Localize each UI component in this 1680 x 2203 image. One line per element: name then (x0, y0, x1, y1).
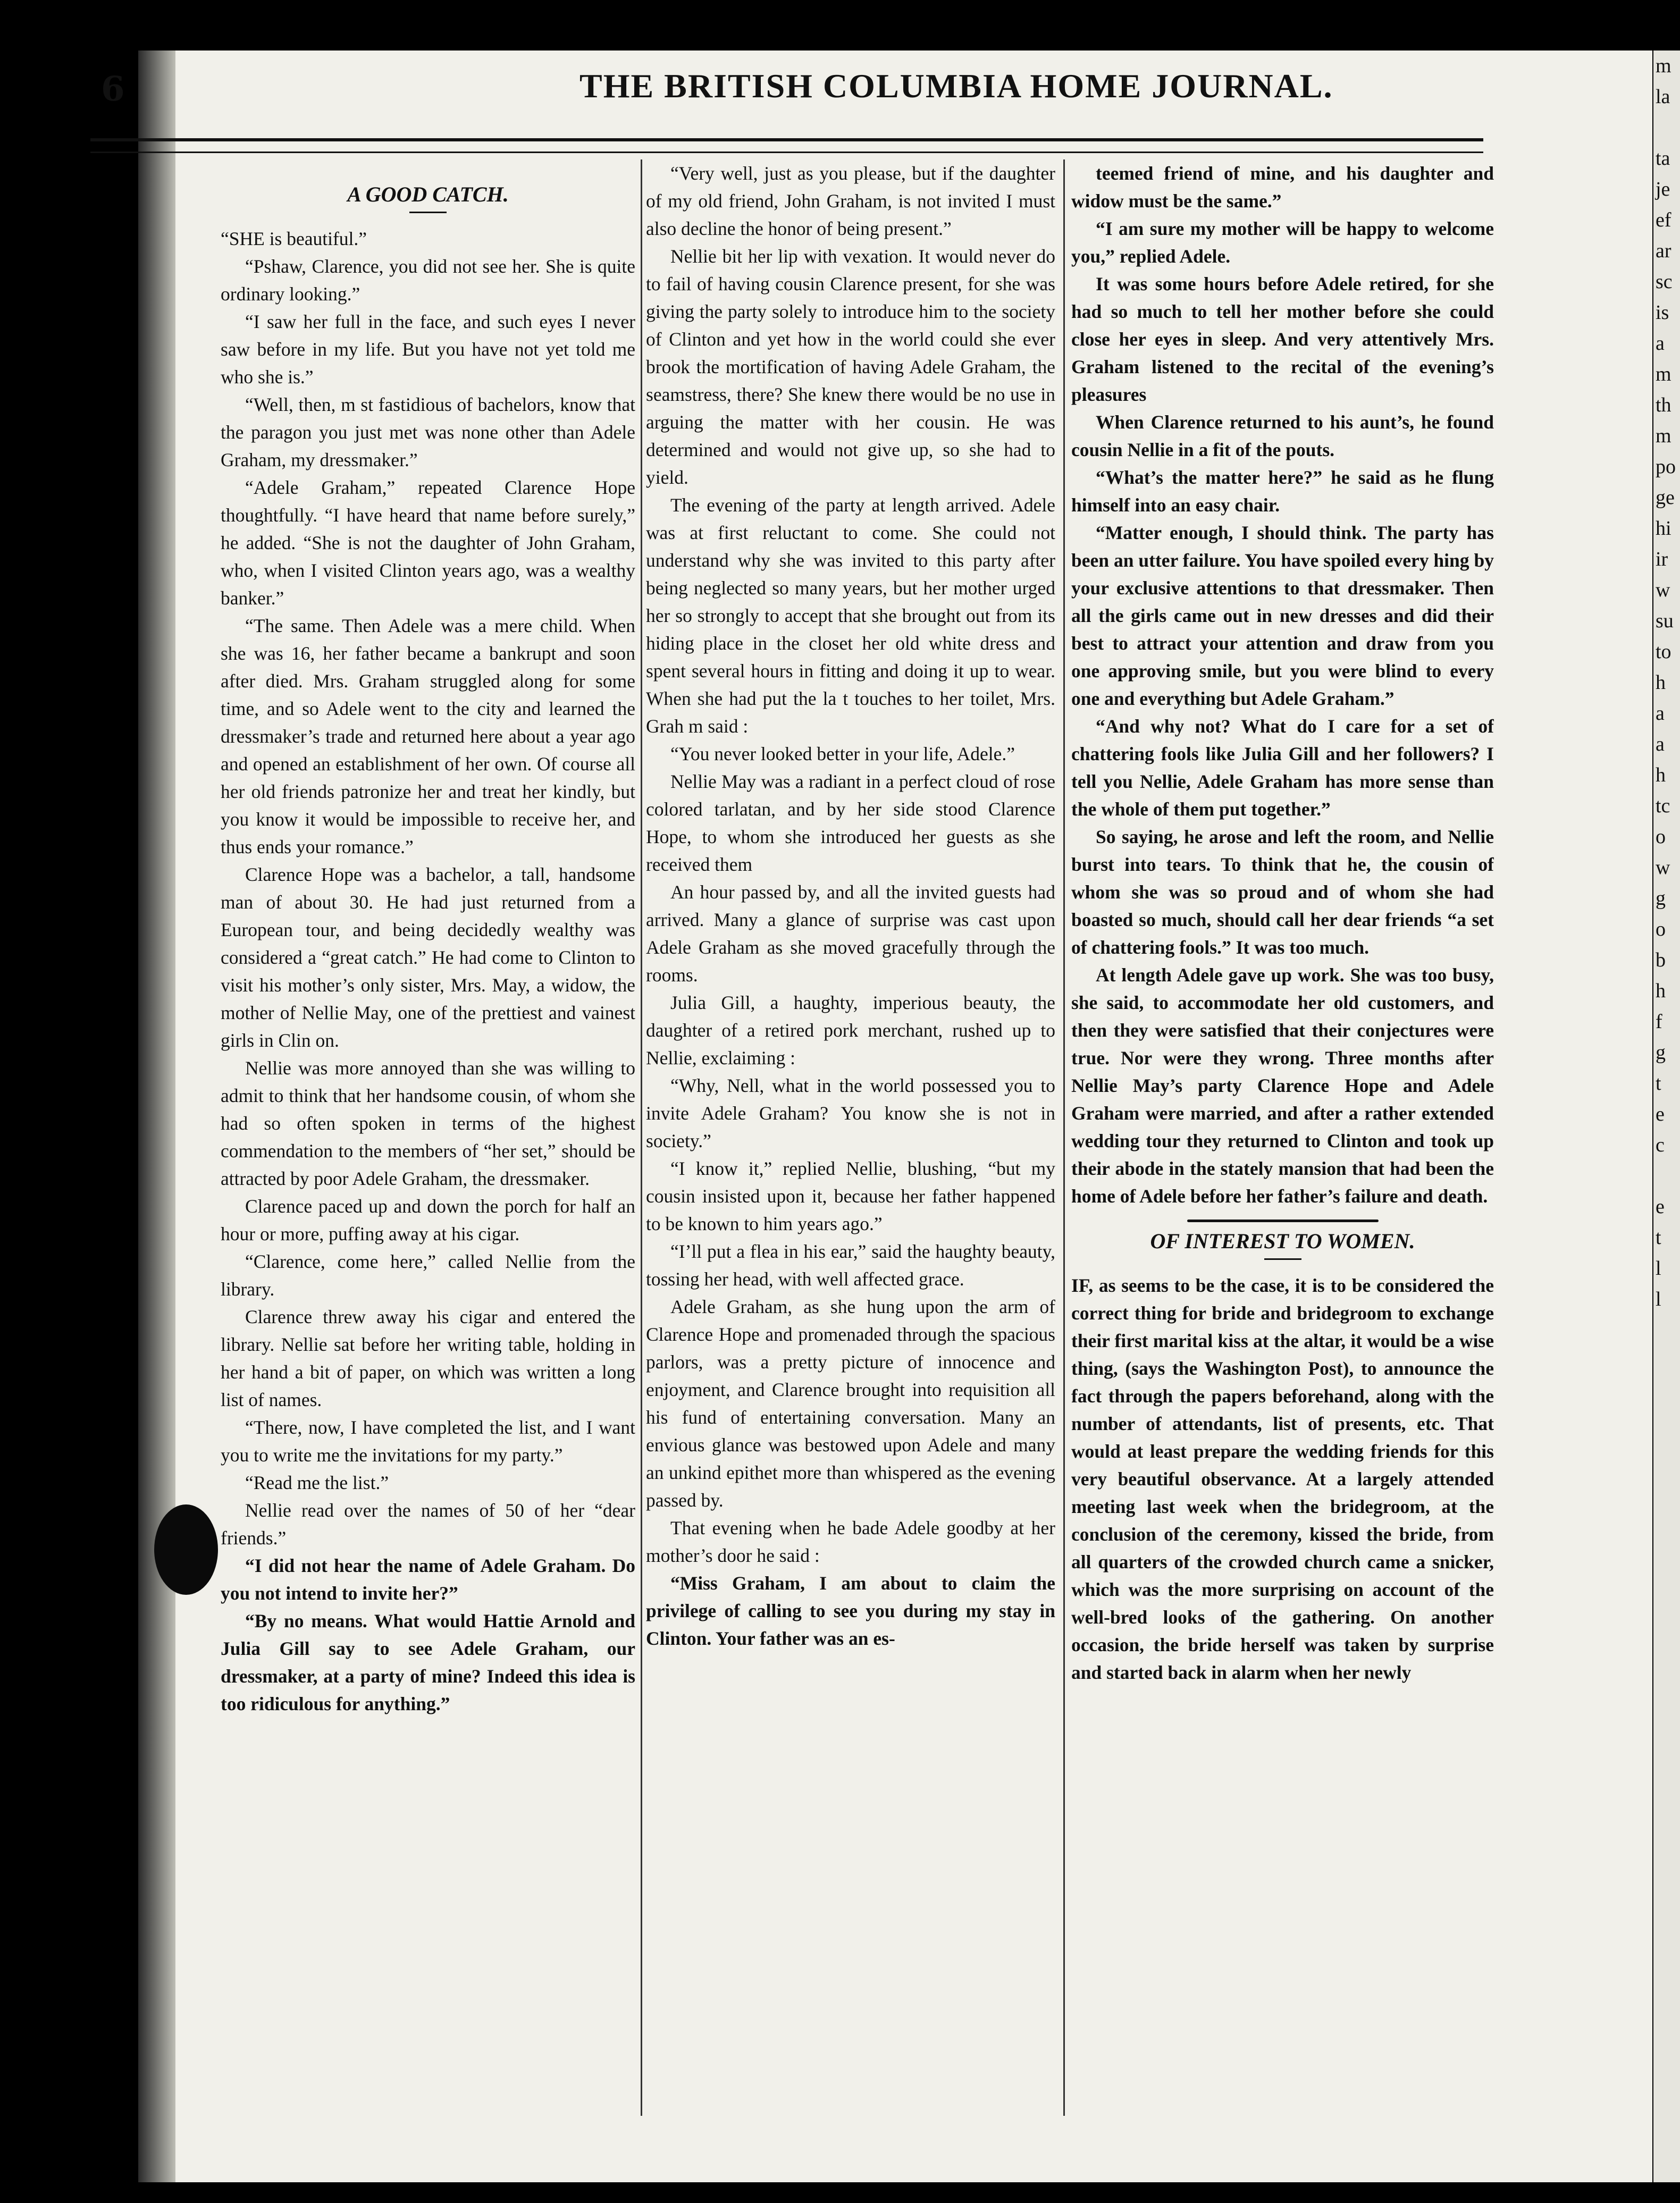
fragment-text: c (1656, 1134, 1665, 1156)
masthead-rule-thin (90, 152, 1483, 153)
fragment-text: a (1656, 332, 1665, 355)
paragraph: “I’ll put a flea in his ear,” said the haughty beauty, tossing her head, with well affected grace. (646, 1241, 1055, 1290)
paragraph: “The same. Then Adele was a mere child. When she was 16, her father became a bankrupt and soon after died. Mrs. Graham struggled along for some time, and so Adele went to the city and learned the dressmaker’s trade and returned here about a year ago and opened an establishment of her own. Of course all her old friends patronize her and treat her kindly, but you know it would be impossible to receive her, and thus ends your romance.” (221, 615, 635, 857)
paragraph: “Clarence, come here,” called Nellie from the library. (221, 1251, 635, 1300)
paragraph: “There, now, I have completed the list, and I want you to write me the invitations for my party.” (221, 1417, 635, 1466)
paragraph: It was some hours before Adele retired, for she had so much to tell her mother before she could close her eyes in sleep. And very attentively Mrs. Graham listened to the recital of the evening’s pleasures (1071, 273, 1494, 405)
paragraph: “Adele Graham,” repeated Clarence Hope thoughtfully. “I have heard that name before surely,” he added. “She is not the daughter of John Graham, who, when I visited Clinton years ago, was a wealthy banker.” (221, 477, 635, 609)
paragraph: “I saw her full in the face, and such eyes I never saw before in my life. But you have not yet told me who she is.” (221, 311, 635, 388)
fragment-text: m (1656, 363, 1671, 385)
paragraph: “You never looked better in your life, Adele.” (670, 743, 1015, 764)
fragment-text: tc (1656, 795, 1670, 817)
page-binding-shadow (138, 51, 175, 2182)
fragment-text: po (1656, 456, 1676, 478)
ink-blot (154, 1504, 218, 1595)
fragment-text: ge (1656, 486, 1675, 509)
paragraph: When Clarence returned to his aunt’s, he found cousin Nellie in a fit of the pouts. (1071, 411, 1494, 460)
fragment-text: f (1656, 1011, 1662, 1033)
fragment-text: h (1656, 764, 1666, 786)
fragment-text: to (1656, 641, 1671, 663)
masthead-rule (90, 138, 1483, 141)
paragraph: “What’s the matter here?” he said as he flung himself into an easy chair. (1071, 467, 1494, 516)
fragment-text: la (1656, 86, 1670, 108)
fragment-text (1653, 112, 1680, 143)
article-title-women: OF INTEREST TO WOMEN. (1150, 1229, 1415, 1253)
paragraph: That evening when he bade Adele goodby at her mother’s door he said : (646, 1517, 1055, 1566)
fragment-text: m (1656, 425, 1671, 447)
column-1 (221, 159, 635, 2148)
paragraph: “Pshaw, Clarence, you did not see her. She is quite ordinary looking.” (221, 256, 635, 305)
paragraph: “Well, then, m st fastidious of bachelors, know that the paragon you just met was none other than Adele Graham, my dressmaker.” (221, 394, 635, 470)
paragraph: teemed friend of mine, and his daughter and widow must be the same.” (1071, 163, 1494, 212)
page-number: 6 (101, 69, 125, 109)
fragment-text: t (1656, 1226, 1661, 1249)
column-rule (641, 159, 642, 2116)
paragraph: “I know it,” replied Nellie, blushing, “but my cousin insisted upon it, because her father happened to be known to him years ago.” (646, 1158, 1055, 1234)
article-body-end (1071, 159, 1494, 1210)
paragraph: “And why not? What do I care for a set of chattering fools like Julia Gill and her followers? I tell you Nellie, Adele Graham has more sense than the whole of them put together.” (1071, 716, 1494, 820)
fragment-text: ir (1656, 548, 1668, 570)
adjacent-page-strip (1653, 51, 1680, 2182)
paragraph: Clarence threw away his cigar and entered the library. Nellie sat before her writing table, holding in her hand a bit of paper, on which was written a long list of names. (221, 1306, 635, 1410)
adjacent-page-fragments (1653, 51, 1680, 1315)
title-dash (409, 212, 447, 213)
paragraph: Adele Graham, as she hung upon the arm of Clarence Hope and promenaded through the spacious parlors, was a pretty picture of innocence and enjoyment, and Clarence brought into requisition all his fund of entertaining conversation. Many an envious glance was bestowed upon Adele and many an unkind epithet more than whispered as the evening passed by. (646, 1296, 1055, 1511)
fragment-text: a (1656, 702, 1665, 725)
fragment-text: ta (1656, 147, 1670, 170)
fragment-text: hi (1656, 517, 1671, 540)
fragment-text: je (1656, 178, 1670, 200)
paragraph: “Matter enough, I should think. The party has been an utter failure. You have spoiled every hing by your exclusive attentions to that dressmaker. Then all the girls came out in new dresses and did their best to attract your attention and draw from you one approving smile, but you were blind to every one and everything but Adele Graham.” (1071, 522, 1494, 709)
paragraph: “I am sure my mother will be happy to welcome you,” replied Adele. (1071, 218, 1494, 267)
fragment-text (1653, 1161, 1680, 1191)
column-3 (1071, 159, 1494, 2148)
fragment-text: h (1656, 671, 1666, 694)
paragraph: “I did not hear the name of Adele Graham. Do you not intend to invite her?” (221, 1555, 635, 1604)
paragraph: “By no means. What would Hattie Arnold and Julia Gill say to see Adele Graham, our dressmaker, at a party of mine? Indeed this idea is too ridiculous for anything.” (221, 1610, 635, 1714)
fragment-text: sc (1656, 271, 1673, 293)
paragraph: Nellie read over the names of 50 of her “dear friends.” (221, 1500, 635, 1549)
fragment-text: g (1656, 887, 1666, 910)
fragment-text: b (1656, 949, 1666, 971)
fragment-text: w (1656, 579, 1670, 601)
masthead-title: THE BRITISH COLUMBIA HOME JOURNAL. (579, 67, 1333, 105)
paragraph: “Very well, just as you please, but if the daughter of my old friend, John Graham, is not invited I must also decline the honor of being present.” (646, 163, 1055, 239)
women-article-text: IF, as seems to be the case, it is to be considered the correct thing for bride and bridegroom to exchange their first marital kiss at the altar, it would be a wise thing, (says the Washington Post), to announce the fact through the papers beforehand, along with the number of attendants, list of presents, etc. That would at least prepare the wedding friends for this very beautiful observance. At a largely attended meeting last week when the bridegroom, at the conclusion of the ceremony, kissed the bride, from all quarters of the crowded church came a snicker, which was the more surprising on account of the well-bred looks of the gathering. On another occasion, the bride herself was taken by surprise and started back in alarm when her newly (1071, 1275, 1494, 1683)
fragment-text: l (1656, 1257, 1661, 1280)
fragment-text: w (1656, 856, 1670, 879)
paragraph: Clarence Hope was a bachelor, a tall, handsome man of about 30. He had just returned from a European tour, and being decidedly wealthy was considered a “great catch.” He had come to Clinton to visit his mother’s only sister, Mrs. May, a widow, the mother of Nellie May, one of the prettiest and vainest girls in Clin on. (221, 864, 635, 1051)
column-2 (646, 159, 1055, 2148)
fragment-text: l (1656, 1288, 1661, 1310)
fragment-text: g (1656, 1041, 1666, 1064)
paragraph: Julia Gill, a haughty, imperious beauty, the daughter of a retired pork merchant, rushed up to Nellie, exclaiming : (646, 992, 1055, 1069)
article-body-continued (646, 159, 1055, 1652)
paragraph: Nellie May was a radiant in a perfect cloud of rose colored tarlatan, and by her side stood Clarence Hope, to whom she introduced her guests as she received them (646, 771, 1055, 875)
article-body (221, 225, 635, 1718)
paragraph: At length Adele gave up work. She was too busy, she said, to accommodate her old customers, and then they were satisfied that their conjectures were true. Nor were they wrong. Three months after Nellie May’s party Clarence Hope and Adele Graham were married, and after a rather extended wedding tour they returned to Clinton and took up their abode in the stately mansion that had been the home of Adele before her father’s failure and death. (1071, 964, 1494, 1207)
title-dash (1264, 1258, 1301, 1260)
fragment-text: is (1656, 301, 1669, 324)
fragment-text: o (1656, 826, 1666, 848)
fragment-text: m (1656, 55, 1671, 77)
paragraph: The evening of the party at length arrived. Adele was at first reluctant to come. She could not understand why she was invited to this party after being neglected so many years, but her mother urged her so strongly to accept that she brought out from its hiding place in the closet her old white dress and spent several hours in fitting and doing it up to wear. When she had put the la t touches to her toilet, Mrs. Grah m said : (646, 494, 1055, 737)
article-title: A GOOD CATCH. (347, 182, 509, 206)
paragraph: “SHE is beautiful.” (221, 228, 367, 249)
paragraph: So saying, he arose and left the room, and Nellie burst into tears. To think that he, the cousin of whom she was so proud and of whom she had boasted so much, should call her dear friends “a set of chattering fools.” It was too much. (1071, 826, 1494, 958)
fragment-text: e (1656, 1196, 1665, 1218)
paragraph: “Why, Nell, what in the world possessed you to invite Adele Graham? You know she is not in society.” (646, 1075, 1055, 1151)
fragment-text: a (1656, 733, 1665, 755)
fragment-text: su (1656, 610, 1674, 632)
paragraph: Nellie was more annoyed than she was willing to admit to think that her handsome cousin, of whom she had so often spoken in terms of the highest commendation to the members of “her set,” should be attracted by poor Adele Graham, the dressmaker. (221, 1057, 635, 1189)
fragment-text: ar (1656, 240, 1671, 262)
fragment-text: ef (1656, 209, 1671, 231)
paragraph: An hour passed by, and all the invited guests had arrived. Many a glance of surprise was cast upon Adele Graham as she moved gracefully through the rooms. (646, 881, 1055, 986)
fragment-text: o (1656, 918, 1666, 940)
fragment-text: t (1656, 1072, 1661, 1095)
section-ornament-rule (1187, 1220, 1379, 1222)
paragraph: “Miss Graham, I am about to claim the privilege of calling to see you during my stay in Clinton. Your father was an es- (646, 1573, 1055, 1649)
paragraph: Clarence paced up and down the porch for half an hour or more, puffing away at his cigar. (221, 1196, 635, 1245)
paragraph: Nellie bit her lip with vexation. It would never do to fail of having cousin Clarence present, for she was giving the party solely to introduce him to the society of Clinton and yet how in the world could she ever brook the mortification of having Adele Graham, the seamstress, there? She knew there would be no use in arguing the matter with her cousin. He was determined and would not give up, so she had to yield. (646, 246, 1055, 488)
fragment-text: h (1656, 980, 1666, 1002)
column-rule (1063, 159, 1065, 2116)
paragraph: “Read me the list.” (245, 1472, 389, 1493)
fragment-text: e (1656, 1103, 1665, 1125)
fragment-text: th (1656, 394, 1671, 416)
